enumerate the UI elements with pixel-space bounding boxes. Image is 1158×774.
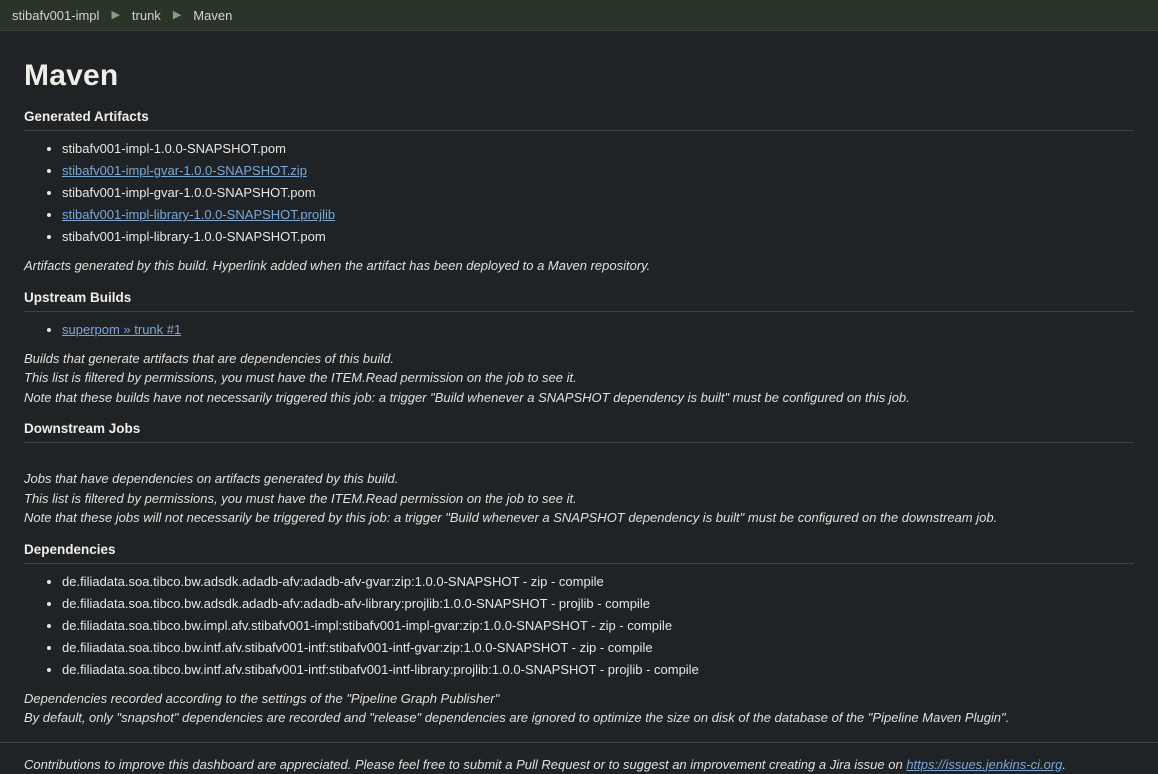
- dependencies-list: [24, 572, 1134, 679]
- section-title-dependencies: Dependencies: [24, 542, 1134, 557]
- list-item: [62, 161, 1134, 180]
- footer-text-before: Contributions to improve this dashboard are appreciated. Please feel free to submit a Pull Request or to suggest an improvement creating a Jira issue on: [24, 757, 906, 772]
- upstream-builds-notes: [24, 349, 1134, 408]
- artifact-label: stibafv001-impl-1.0.0-SNAPSHOT.pom: [62, 141, 286, 156]
- section-divider: [24, 442, 1134, 443]
- note-text: By default, only "snapshot" dependencies are recorded and "release" dependencies are ignored to optimize the size on disk of the database of the "Pipeline Maven Plugin".: [24, 708, 1134, 728]
- breadcrumb-item-current[interactable]: Maven: [193, 8, 232, 23]
- list-item: [62, 616, 1134, 635]
- list-item: [62, 227, 1134, 246]
- generated-artifacts-list: [24, 139, 1134, 246]
- artifact-link[interactable]: stibafv001-impl-library-1.0.0-SNAPSHOT.projlib: [62, 207, 335, 222]
- list-item: [62, 183, 1134, 202]
- list-item: [62, 205, 1134, 224]
- section-divider: [24, 311, 1134, 312]
- list-item: [62, 320, 1134, 339]
- section-downstream-jobs: [24, 421, 1134, 528]
- breadcrumb: [0, 0, 1158, 31]
- list-item: [62, 660, 1134, 679]
- note-text: Dependencies recorded according to the settings of the "Pipeline Graph Publisher": [24, 689, 1134, 709]
- list-item: [62, 638, 1134, 657]
- section-title-upstream-builds: Upstream Builds: [24, 290, 1134, 305]
- main-content: [0, 59, 1158, 728]
- dependency-label: de.filiadata.soa.tibco.bw.adsdk.adadb-afv:adadb-afv-gvar:zip:1.0.0-SNAPSHOT - zip - compile: [62, 574, 604, 589]
- page-title: Maven: [24, 59, 1134, 93]
- artifact-link[interactable]: stibafv001-impl-gvar-1.0.0-SNAPSHOT.zip: [62, 163, 307, 178]
- list-item: [62, 594, 1134, 613]
- generated-artifacts-notes: [24, 256, 1134, 276]
- note-text: Builds that generate artifacts that are dependencies of this build.: [24, 349, 1134, 369]
- upstream-builds-list: [24, 320, 1134, 339]
- breadcrumb-item-project[interactable]: stibafv001-impl: [12, 8, 99, 23]
- note-text: Note that these builds have not necessarily triggered this job: a trigger "Build whenever a SNAPSHOT dependency is built" must be configured on this job.: [24, 388, 1134, 408]
- dependency-label: de.filiadata.soa.tibco.bw.intf.afv.stibafv001-intf:stibafv001-intf-library:projlib:1.0.0-SNAPSHOT - projlib - compile: [62, 662, 699, 677]
- dependency-label: de.filiadata.soa.tibco.bw.impl.afv.stibafv001-impl:stibafv001-impl-gvar:zip:1.0.0-SNAPSHOT - zip - compile: [62, 618, 672, 633]
- footer-text: [24, 755, 1134, 774]
- list-item: [62, 572, 1134, 591]
- downstream-jobs-notes: [24, 469, 1134, 528]
- section-title-downstream-jobs: Downstream Jobs: [24, 421, 1134, 436]
- dependency-label: de.filiadata.soa.tibco.bw.intf.afv.stibafv001-intf:stibafv001-intf-gvar:zip:1.0.0-SNAPSHOT - zip - compile: [62, 640, 653, 655]
- artifact-label: stibafv001-impl-library-1.0.0-SNAPSHOT.pom: [62, 229, 326, 244]
- footer-jira-link[interactable]: https://issues.jenkins-ci.org: [906, 757, 1062, 772]
- section-generated-artifacts: [24, 109, 1134, 276]
- note-text: This list is filtered by permissions, you must have the ITEM.Read permission on the job to see it.: [24, 368, 1134, 388]
- footer-text-after: .: [1062, 757, 1066, 772]
- section-divider: [24, 563, 1134, 564]
- dependency-label: de.filiadata.soa.tibco.bw.adsdk.adadb-afv:adadb-afv-library:projlib:1.0.0-SNAPSHOT - projlib - compile: [62, 596, 650, 611]
- section-upstream-builds: [24, 290, 1134, 408]
- footer: [0, 742, 1158, 774]
- artifact-label: stibafv001-impl-gvar-1.0.0-SNAPSHOT.pom: [62, 185, 316, 200]
- empty-list-spacer: [24, 451, 1134, 463]
- note-text: Jobs that have dependencies on artifacts generated by this build.: [24, 469, 1134, 489]
- section-dependencies: [24, 542, 1134, 728]
- list-item: [62, 139, 1134, 158]
- note-text: Artifacts generated by this build. Hyperlink added when the artifact has been deployed to a Maven repository.: [24, 256, 1134, 276]
- section-divider: [24, 130, 1134, 131]
- upstream-build-link[interactable]: superpom » trunk #1: [62, 322, 181, 337]
- section-title-generated-artifacts: Generated Artifacts: [24, 109, 1134, 124]
- breadcrumb-separator-icon: ▶: [111, 10, 119, 21]
- breadcrumb-item-branch[interactable]: trunk: [132, 8, 161, 23]
- note-text: This list is filtered by permissions, you must have the ITEM.Read permission on the job to see it.: [24, 489, 1134, 509]
- breadcrumb-separator-icon: ▶: [173, 10, 181, 21]
- dependencies-notes: [24, 689, 1134, 728]
- note-text: Note that these jobs will not necessarily be triggered by this job: a trigger "Build whenever a SNAPSHOT dependency is built" must be configured on the downstream job.: [24, 508, 1134, 528]
